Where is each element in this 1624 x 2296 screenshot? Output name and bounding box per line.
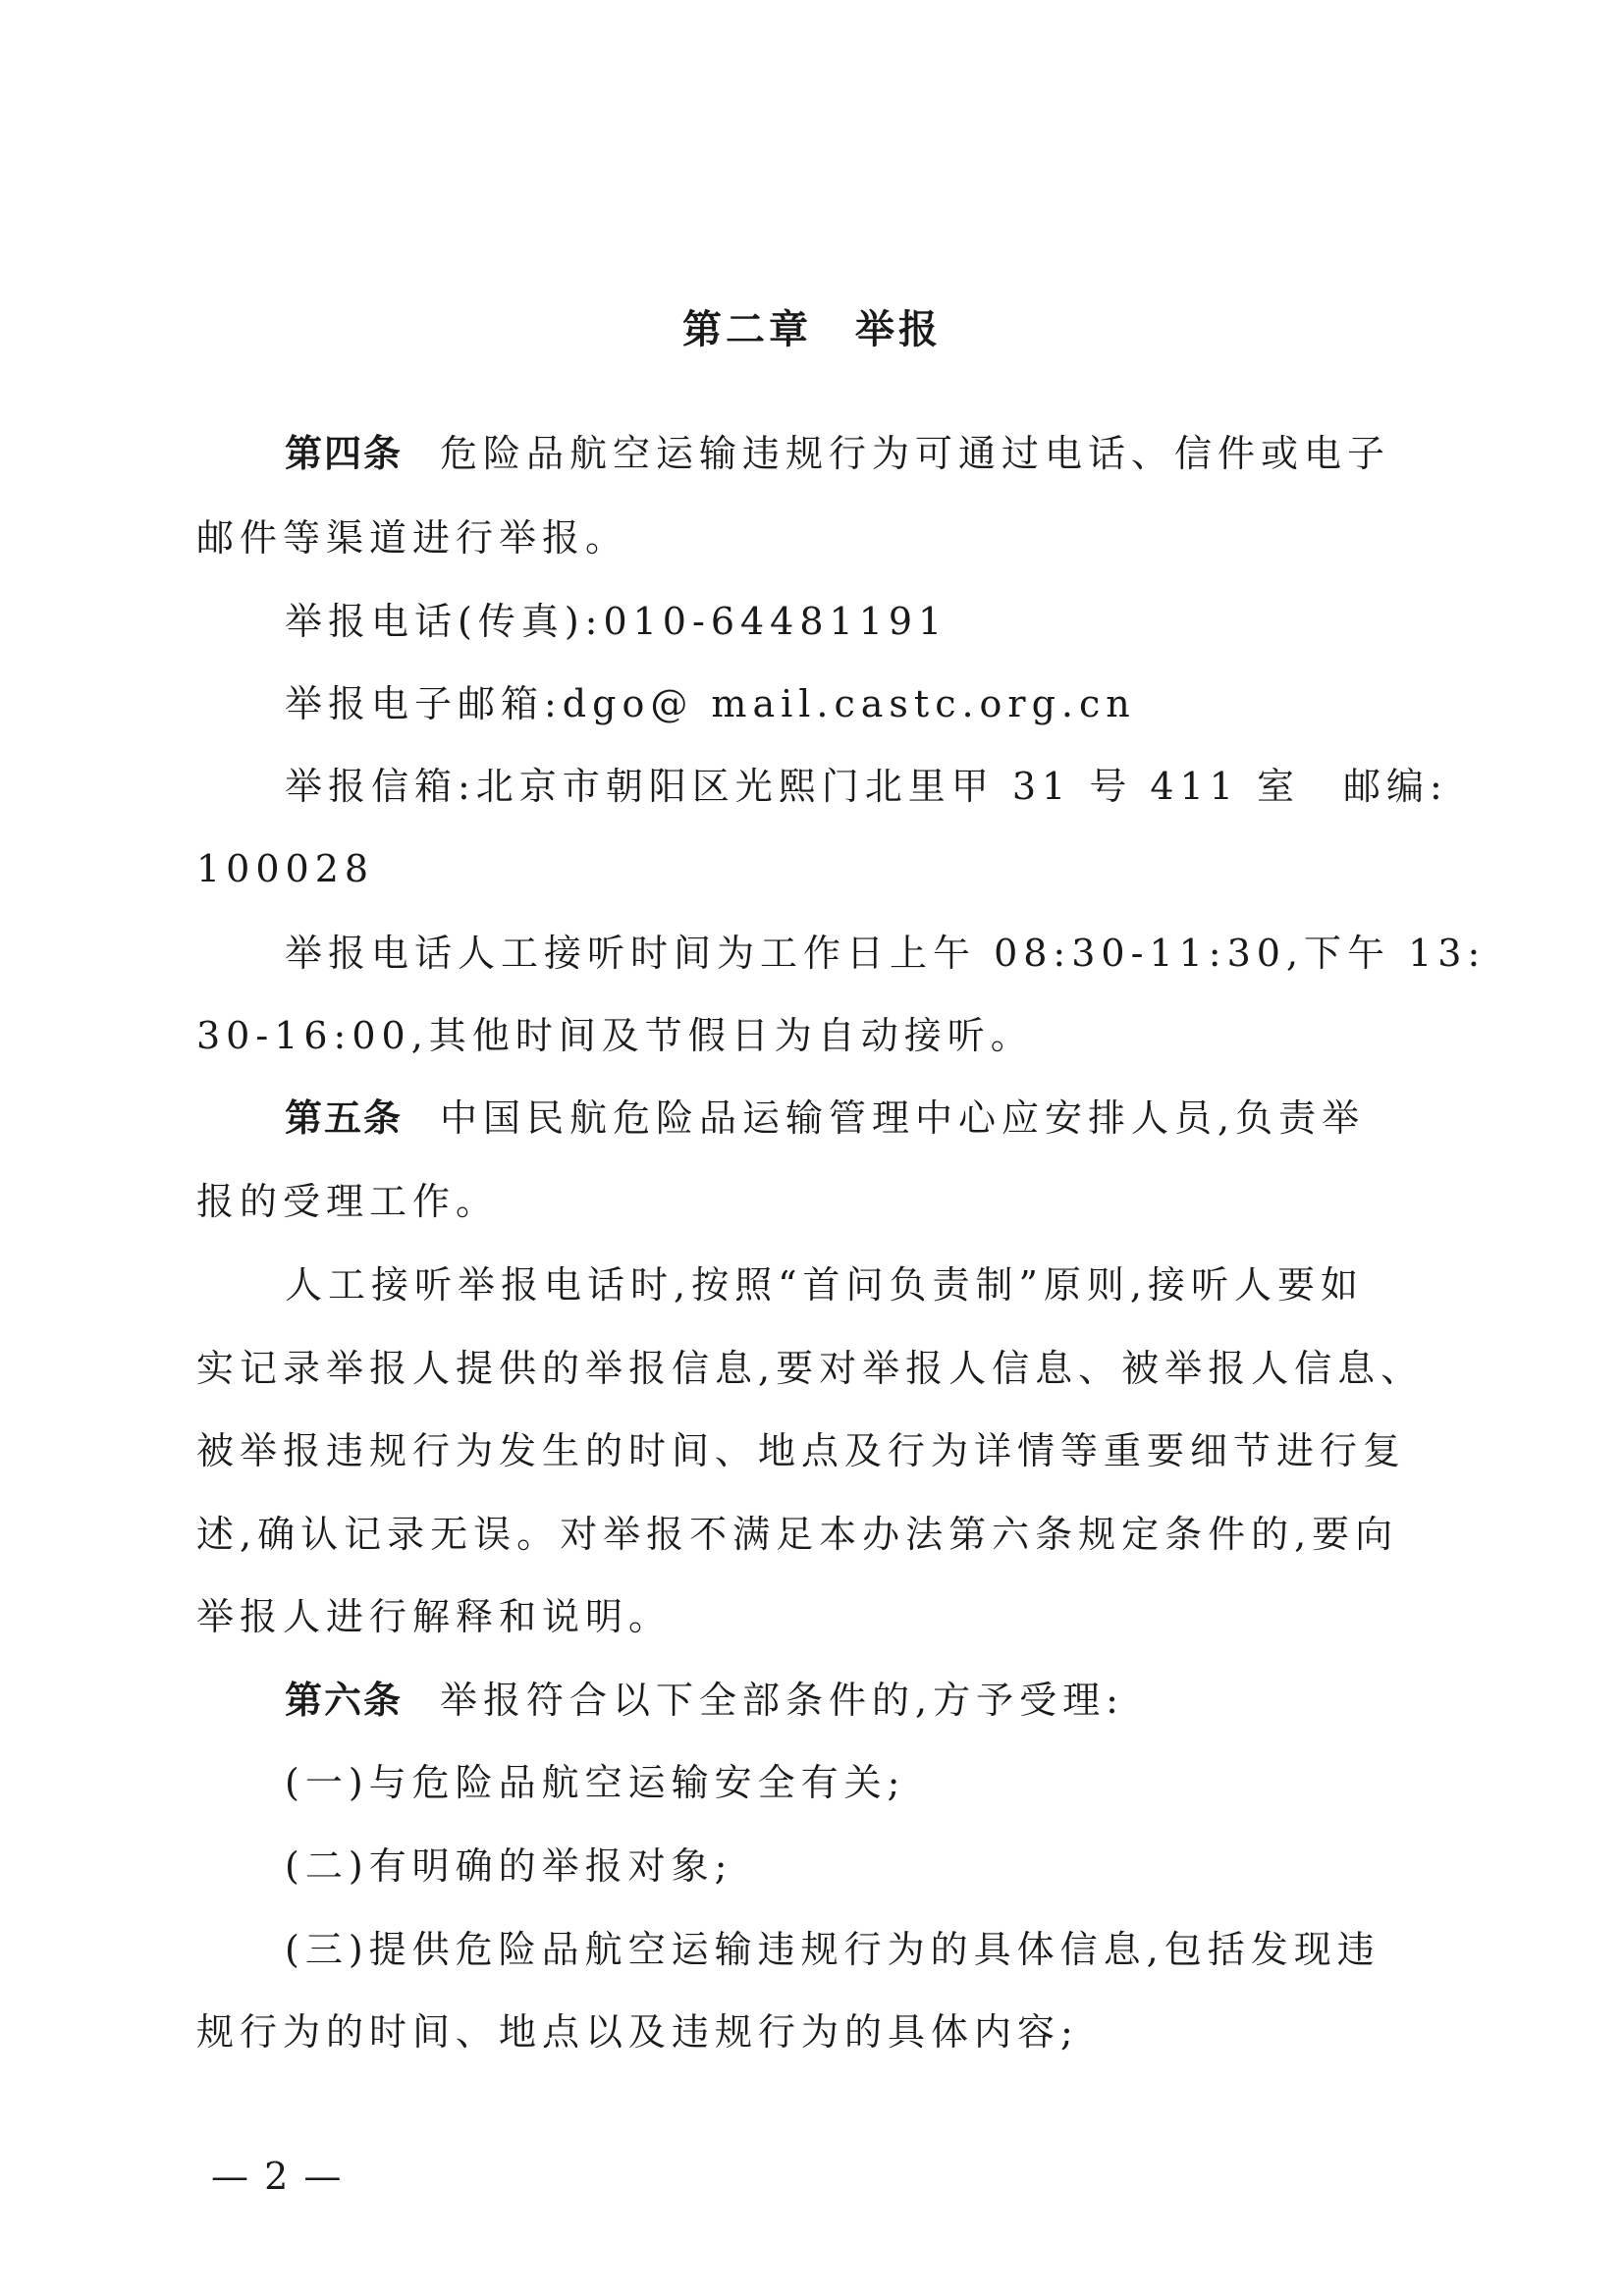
paragraph-line: 举报信箱:北京市朝阳区光熙门北里甲 31 号 411 室 邮编:: [285, 765, 1448, 808]
line-text: 举报符合以下全部条件的,方予受理:: [440, 1679, 1124, 1722]
paragraph-line: 实记录举报人提供的举报信息,要对举报人信息、被举报人信息、: [196, 1347, 1425, 1390]
paragraph-line: 人工接听举报电话时,按照“首问负责制”原则,接听人要如: [285, 1263, 1365, 1307]
chapter-title: 第二章 举报: [682, 307, 942, 352]
paragraph-line: [285, 429, 1390, 478]
paragraph-line: (一)与危险品航空运输安全有关;: [285, 1761, 906, 1804]
paragraph-line: 举报电话(传真):010-64481191: [285, 600, 948, 643]
line-text: 危险品航空运输违规行为可通过电话、信件或电子: [440, 432, 1391, 475]
paragraph-line: 举报电话人工接听时间为工作日上午 08:30-11:30,下午 13:: [285, 932, 1487, 975]
paragraph-line: 30-16:00,其他时间及节假日为自动接听。: [196, 1014, 1034, 1057]
paragraph-line: (三)提供危险品航空运输违规行为的具体信息,包括发现违: [285, 1928, 1380, 1971]
paragraph-line: 被举报违规行为发生的时间、地点及行为详情等重要细节进行复: [196, 1429, 1407, 1472]
paragraph-line: 举报电子邮箱:dgo@ mail.castc.org.cn: [285, 682, 1136, 725]
paragraph-line: [285, 1094, 1365, 1143]
article-heading: 第六条: [285, 1679, 404, 1722]
paragraph-line: [285, 1676, 1124, 1725]
paragraph-line: 规行为的时间、地点以及违规行为的具体内容;: [196, 2010, 1079, 2054]
paragraph-line: 报的受理工作。: [196, 1180, 500, 1223]
paragraph-line: 举报人进行解释和说明。: [196, 1595, 673, 1638]
paragraph-line: 邮件等渠道进行举报。: [196, 516, 629, 560]
line-text: 中国民航危险品运输管理中心应安排人员,负责举: [440, 1096, 1366, 1140]
page-number: — 2 —: [211, 2155, 344, 2198]
paragraph-line: 述,确认记录无误。对举报不满足本办法第六条规定条件的,要向: [196, 1513, 1399, 1556]
article-heading: 第五条: [285, 1096, 404, 1140]
paragraph-line: 100028: [196, 847, 375, 890]
paragraph-line: (二)有明确的举报对象;: [285, 1844, 733, 1888]
article-heading: 第四条: [285, 432, 404, 475]
